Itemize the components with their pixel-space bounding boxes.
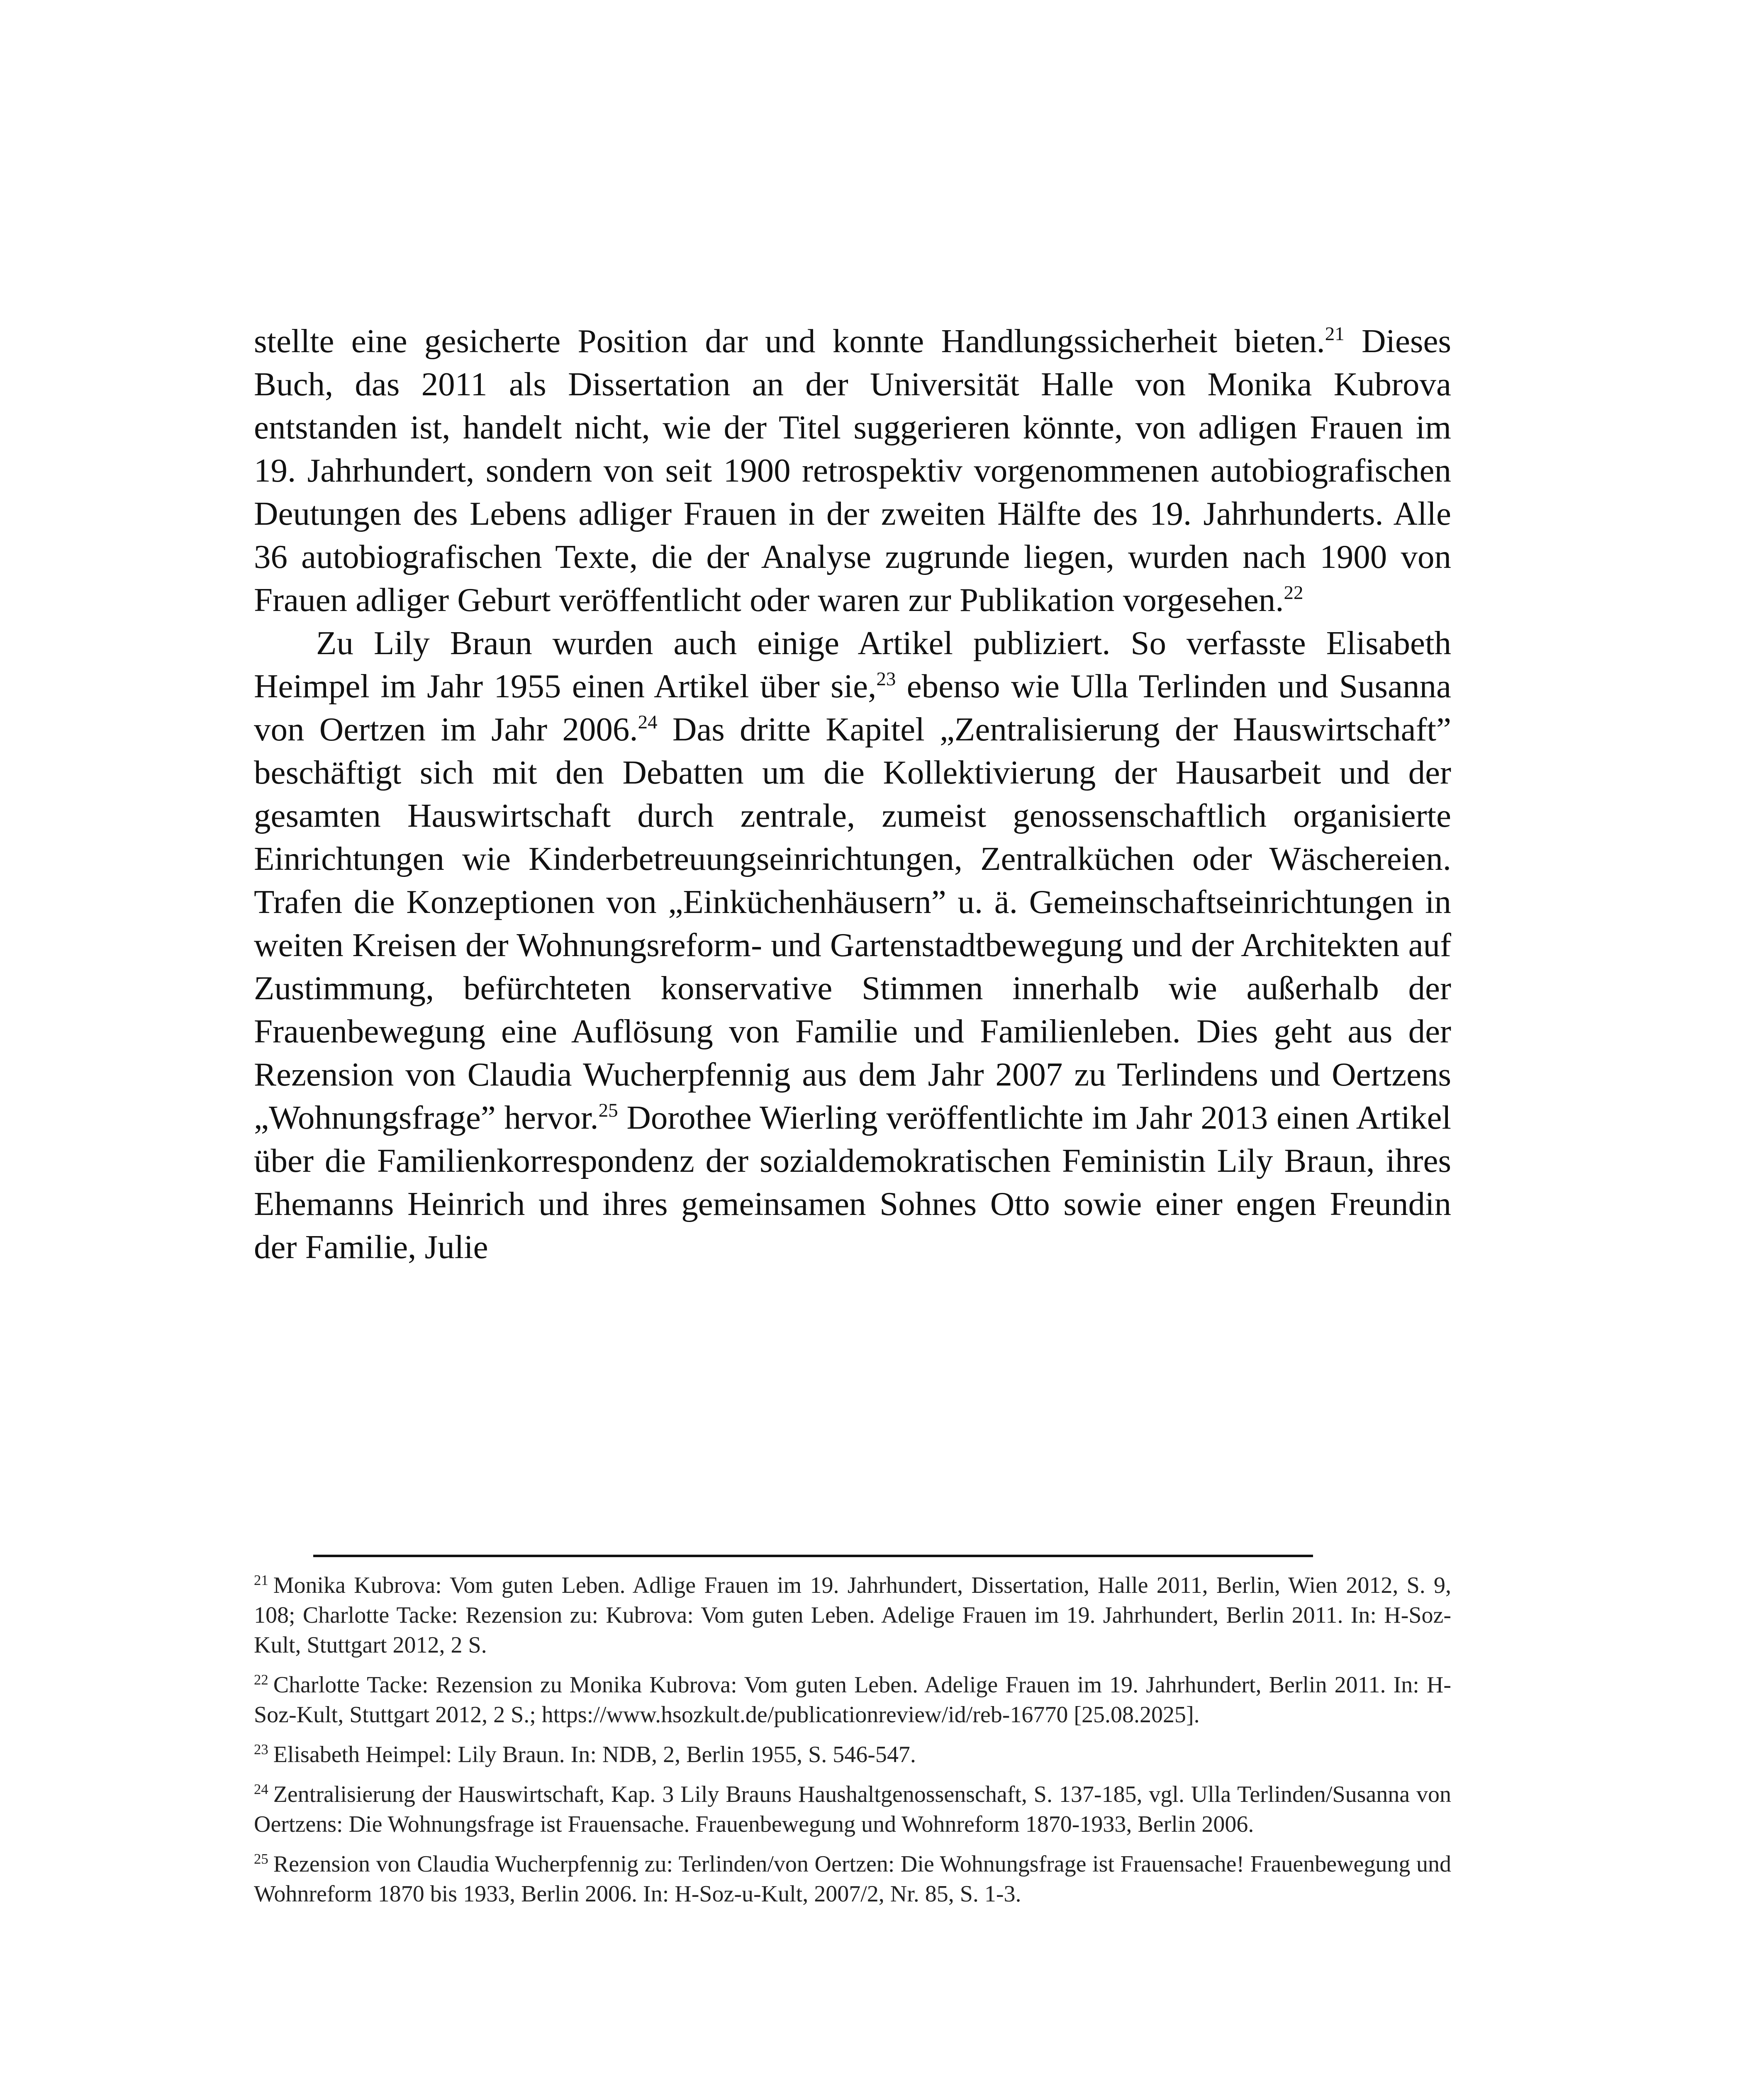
footnote-22	[254, 1670, 1451, 1730]
footnote-ref-23[interactable]: 23	[876, 668, 896, 690]
footnote-ref-25[interactable]: 25	[598, 1099, 618, 1121]
footnote-number: 23	[254, 1741, 268, 1758]
footnote-text: Zentralisierung der Hauswirtschaft, Kap. 3 Lily Brauns Haushaltgenossenschaft, S. 137-185, vgl. Ulla Terlinden/Susanna von Oertzens: Die Wohnungsfrage ist Frauensache. Frauenbewegung und Wohnreform 1870-1933, Berlin 2006.	[254, 1782, 1451, 1837]
footnote-number: 22	[254, 1671, 268, 1688]
footnote-24	[254, 1779, 1451, 1839]
footnote-number: 24	[254, 1781, 268, 1797]
footnote-25	[254, 1849, 1451, 1909]
footnote-ref-22[interactable]: 22	[1284, 582, 1304, 604]
footnote-23	[254, 1740, 1451, 1770]
footnote-ref-21[interactable]: 21	[1325, 323, 1345, 345]
footnote-text: Monika Kubrova: Vom guten Leben. Adlige Frauen im 19. Jahrhundert, Dissertation, Halle 2011, Berlin, Wien 2012, S. 9, 108; Charlotte Tacke: Rezension zu: Kubrova: Vom guten Leben. Adelige Frauen im 19. Jahrhundert, Berlin 2011. In: H-Soz-Kult, Stuttgart 2012, 2 S.	[254, 1573, 1451, 1658]
paragraph-2: Zu Lily Braun wurden auch einige Artikel publiziert. So verfasste Elisabeth Heimpel im Jahr 1955 einen Artikel über sie,$^{23}$ ebenso wie Ulla Terlinden und Susanna von Oertzen im Jahr 2006.24 Das dritte Kapitel „Zentralisierung der Hauswirtschaft” beschäftigt sich mit den Debatten um die Kollektivierung der Hausarbeit und der gesamten Hauswirtschaft durch zentrale, zumeist genossenschaftlich organisierte Einrichtungen wie Kinderbetreuungseinrichtungen, Zentralküchen oder Wäschereien. Trafen die Konzeptionen von „Einküchenhäusern” u. ä. Gemeinschaftseinrichtungen in weiten Kreisen der Wohnungsreform- und Gartenstadtbewegung und der Architekten auf Zustimmung, befürchteten konservative Stimmen innerhalb wie außerhalb der Frauenbewegung eine Auflösung von Familie und Familienleben. Dies geht aus der Rezension von Claudia Wucherpfennig aus dem Jahr 2007 zu Terlindens und Oertzens „Wohnungsfrage” hervor.$^{25}$ Dorothee Wierling veröffentlichte im Jahr 2013 einen Artikel über die Familienkorrespondenz der sozialdemokratischen Feministin Lily Braun, ihres Ehemanns Heinrich und ihres gemeinsamen Sohnes Otto sowie einer engen Freundin der Familie, Julie	[254, 624, 1452, 1266]
footnotes	[254, 1570, 1451, 1919]
footnote-text: Elisabeth Heimpel: Lily Braun. In: NDB, 2, Berlin 1955, S. 546-547.	[273, 1742, 916, 1767]
footnote-21	[254, 1570, 1451, 1660]
footnote-number: 25	[254, 1850, 268, 1867]
paragraph-1: stellte eine gesicherte Position dar und konnte Handlungssicherheit bieten.$^{21}$ Dieses Buch, das 2011 als Dissertation an der Universität Halle von Monika Kubrova entstanden ist, handelt nicht, wie der Titel suggerieren könnte, von adligen Frauen im 19. Jahrhundert, sondern von seit 1900 retrospektiv vorgenommenen autobiografischen Deutungen des Lebens adliger Frauen in der zweiten Hälfte des 19. Jahrhunderts. Alle 36 autobiografischen Texte, die der Analyse zugrunde liegen, wurden nach 1900 von Frauen adliger Geburt veröffentlicht oder waren zur Publikation vorgesehen.$^{22}$	[254, 322, 1451, 618]
body-text	[254, 319, 1451, 1268]
footnote-number: 21	[254, 1572, 268, 1588]
footnote-text: Rezension von Claudia Wucherpfennig zu: Terlinden/von Oertzen: Die Wohnungsfrage ist Frauensache! Frauenbewegung und Wohnreform 1870 bis 1933, Berlin 2006. In: H-Soz-u-Kult, 2007/2, Nr. 85, S. 1-3.	[254, 1851, 1451, 1907]
footnote-ref-24[interactable]: 24	[638, 711, 658, 733]
footnote-text: Charlotte Tacke: Rezension zu Monika Kubrova: Vom guten Leben. Adelige Frauen im 19. Jahrhundert, Berlin 2011. In: H-Soz-Kult, Stuttgart 2012, 2 S.; https://www.hsozkult.de/publicationreview/id/reb-16770 [25.08.2025].	[254, 1672, 1451, 1728]
footnote-separator	[313, 1555, 1313, 1557]
